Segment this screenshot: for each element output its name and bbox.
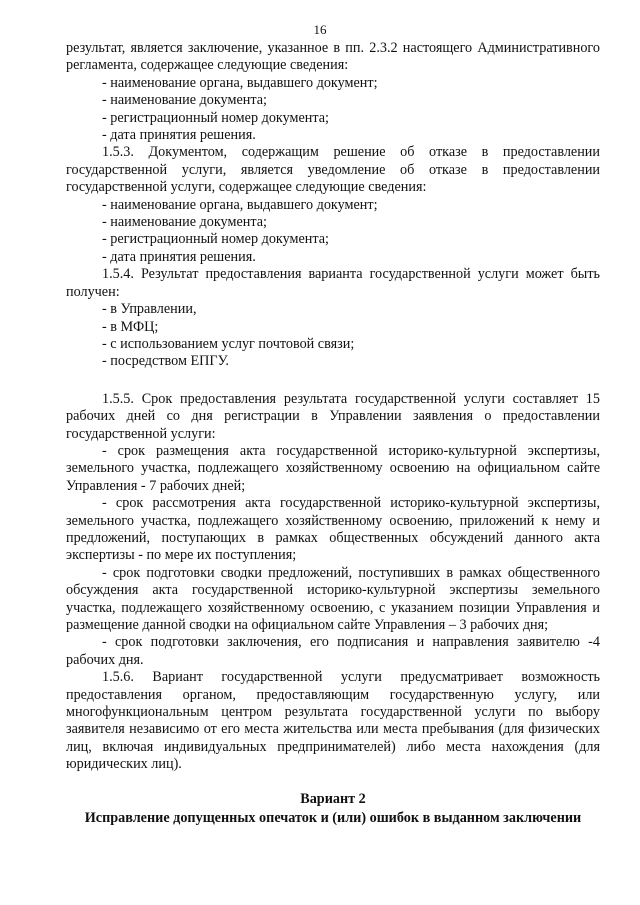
list-item: - в МФЦ; — [102, 318, 159, 335]
list-item: - наименование документа; — [102, 214, 267, 231]
paragraph-1-5-4: 1.5.4. Результат предоставления варианта государственной услуги может быть получен: — [66, 266, 600, 300]
list-item: - наименование органа, выдавшего документ; — [102, 74, 378, 91]
paragraph-1-5-5: 1.5.5. Срок предоставления результата государственной услуги составляет 15 рабочих дней со дня регистрации в Управлении заявления о предоставлении государственной услуги: — [66, 390, 600, 442]
list-item: - наименование документа; — [102, 92, 267, 109]
list-item: - срок подготовки сводки предложений, поступивших в рамках общественного обсуждения акта государственной историко-культурной экспертизы земельного участка, подлежащего хозяйственному освоению, с указанием позиции Управления и размещение данной сводки на официальном сайте Управления – 3 рабочих дня; — [66, 564, 600, 633]
paragraph-result-intro: результат, является заключение, указанное в пп. 2.3.2 настоящего Административного регламента, содержащее следующие сведения: — [66, 40, 600, 74]
page-number: 16 — [313, 22, 327, 37]
list-item: - дата принятия решения. — [102, 127, 256, 144]
list-item: - в Управлении, — [102, 301, 197, 318]
section-title: Исправление допущенных опечаток и (или) ошибок в выданном заключении — [84, 810, 582, 827]
paragraph-1-5-6: 1.5.6. Вариант государственной услуги предусматривает возможность предоставления органом, предоставляющим государственную услугу, или многофункциональным центром результата государственной услуги по выбору заявителя независимо от его места жительства или места пребывания (для физических лиц, включая индивидуальных предпринимателей) либо места нахождения (для юридических лиц). — [66, 669, 600, 773]
list-item: - дата принятия решения. — [102, 248, 256, 265]
list-item: - с использованием услуг почтовой связи; — [102, 335, 355, 352]
list-item: - срок размещения акта государственной историко-культурной экспертизы, земельного участка, подлежащего хозяйственному освоению на официальном сайте Управления - 7 рабочих дней; — [66, 442, 600, 494]
paragraph-1-5-3: 1.5.3. Документом, содержащим решение об отказе в предоставлении государственной услуги, является уведомление об отказе в предоставлении государственной услуги, содержащее следующие сведения: — [66, 144, 600, 196]
spacer — [66, 371, 600, 391]
list-item: - регистрационный номер документа; — [102, 109, 329, 126]
section-variant-heading: Вариант 2 — [300, 790, 366, 807]
document-body — [66, 40, 600, 827]
list-item: - срок рассмотрения акта государственной историко-культурной экспертизы, земельного участка, подлежащего хозяйственному освоению, приложений к нему и предложений, поступающих в рамках общественных обсуждений данного акта экспертизы - по мере их поступления; — [66, 495, 600, 564]
list-item: - наименование органа, выдавшего документ; — [102, 196, 378, 213]
list-item: - посредством ЕПГУ. — [102, 353, 229, 370]
list-item: - срок подготовки заключения, его подписания и направления заявителю -4 рабочих дня. — [66, 634, 600, 668]
list-item: - регистрационный номер документа; — [102, 231, 329, 248]
spacer — [66, 774, 600, 791]
